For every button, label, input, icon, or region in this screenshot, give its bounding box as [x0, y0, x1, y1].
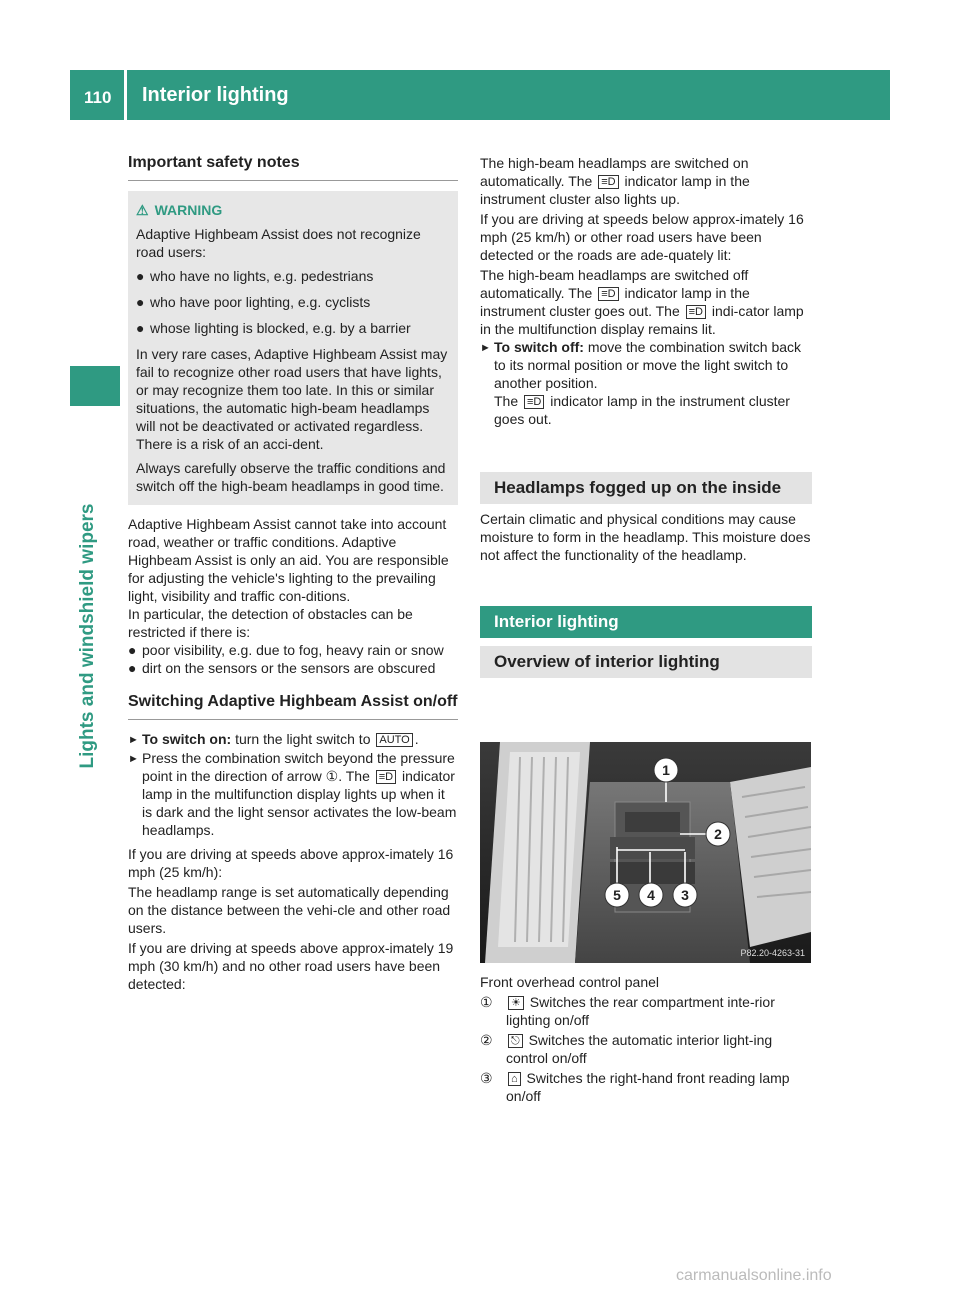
left-column [128, 154, 458, 993]
list-item: ● whose lighting is blocked, e.g. by a barrier [136, 320, 411, 336]
highbeam-assist-icon: ≡D [686, 305, 706, 319]
highbeam-assist-icon: ≡D [524, 395, 544, 409]
bullet-icon: ● [128, 642, 137, 658]
step-arrow-icon: ► [128, 734, 139, 746]
header-divider [124, 70, 127, 120]
callout-2-label: 2 [714, 826, 722, 842]
overview-heading: Overview of interior lighting [480, 646, 812, 678]
warning-title: ⚠ WARNING [136, 202, 223, 218]
warning-para: In very rare cases, Adaptive Highbeam Assist may fail to recognize other road users that have lights, or may recognize them too late. In this or similar situations, the automatic high-beam headlamps will not be deactivated or activated regardless. There is a risk of an acci-dent. [136, 346, 448, 452]
legend-number: ① [480, 994, 493, 1010]
step-arrow-icon: ► [128, 753, 139, 765]
step-switch-on: ► To switch on: turn the light switch to AUTO . [128, 731, 419, 747]
callout-5-label: 5 [613, 887, 621, 903]
list-item: ● dirt on the sensors or the sensors are obscured [128, 660, 436, 676]
list-item: ● who have poor lighting, e.g. cyclists [136, 294, 371, 310]
legend-item: ① ☀ Switches the rear compartment inte-rior lighting on/off [480, 994, 775, 1028]
photo-caption: Front overhead control panel [480, 974, 659, 990]
chapter-label: Lights and windshield wipers [77, 503, 98, 769]
highbeam-assist-icon: ≡D [376, 770, 396, 784]
watermark: carmanualsonline.info [676, 1267, 832, 1284]
paragraph: If you are driving at speeds above approx-imately 19 mph (30 km/h) and no other road users have been detected: [128, 940, 454, 992]
callout-4-label: 4 [647, 887, 655, 903]
bullet-icon: ● [136, 268, 145, 284]
right-column: The high-beam headlamps are switched on automatically. The ≡D indicator lamp in the instrument cluster also lights up. If you are driving at speeds below approx-imately 16 mph (25 km/h) or other road users have been detected or the roads are ade-quately lit: The high-beam headlamps are switched off automatically. The ≡D indicator lamp in the instrument cluster goes out. The ≡D indi-cator lamp in the multifunction display remains lit. ► To switch off: move the combination switch back to its normal position or move the light switch to another position. The ≡D indicator lamp in the instrument cluster goes out. Headlamps fogged up on the inside Certain climatic and physical conditions may cause moisture to form in the headlamp. This moisture does not affect the functionality of the headlamp. Interior lighting Overview of interior lighting [480, 154, 812, 678]
list-item: ● who have no lights, e.g. pedestrians [136, 268, 374, 284]
paragraph: Certain climatic and physical conditions may cause moisture to form in the headlamp. This moisture does not affect the functionality of the headlamp. [480, 511, 811, 563]
bullet-icon: ● [136, 294, 145, 310]
rear-lighting-icon: ☀ [508, 996, 524, 1010]
auto-interior-lighting-icon: ⎋ [508, 1034, 523, 1048]
warning-para: Always carefully observe the traffic conditions and switch off the high-beam headlamps in good time. [136, 460, 446, 494]
step-switch-off: ► To switch off: move the combination switch back to its normal position or move the light switch to another position. The ≡D indicator lamp in the instrument cluster goes out. [480, 339, 802, 427]
overhead-panel-photo [480, 742, 811, 963]
highbeam-icon: ≡D [598, 175, 618, 189]
bullet-icon: ● [128, 660, 137, 676]
page-title: Interior lighting [142, 84, 289, 106]
callout-3-label: 3 [681, 887, 689, 903]
warning-intro: Adaptive Highbeam Assist does not recognize road users: [136, 226, 421, 260]
paragraph: In particular, the detection of obstacles can be restricted if there is: [128, 606, 413, 640]
reading-lamp-icon: ⌂ [508, 1072, 521, 1086]
interior-heading: Interior lighting [480, 606, 812, 638]
circled-one-icon: ① [325, 768, 339, 784]
legend-number: ③ [480, 1070, 493, 1086]
paragraph: If you are driving at speeds above approx-imately 16 mph (25 km/h): [128, 846, 454, 880]
warning-box [128, 191, 458, 505]
divider [128, 180, 458, 181]
list-item: ● poor visibility, e.g. due to fog, heavy rain or snow [128, 642, 444, 658]
step-arrow-icon: ► [480, 342, 491, 354]
page-number: 110 [84, 88, 112, 107]
step-press-switch: ► Press the combination switch beyond the pressure point in the direction of arrow ①. The ≡D indicator lamp in the multifunction display lights up when it is dark and the light sensor activates the low-beam headlamps. [128, 750, 457, 838]
warning-triangle-icon: ⚠ [136, 202, 149, 218]
paragraph: If you are driving at speeds below approx-imately 16 mph (25 km/h) or other road users have been detected or the roads are ade-quately lit: [480, 211, 804, 263]
paragraph: The headlamp range is set automatically depending on the distance between the vehi-cle and other road users. [128, 884, 451, 936]
safety-heading: Important safety notes [128, 154, 300, 171]
legend-number: ② [480, 1032, 493, 1048]
callout-1-label: 1 [662, 762, 670, 778]
fog-heading: Headlamps fogged up on the inside [480, 472, 812, 504]
switch-heading: Switching Adaptive Highbeam Assist on/off [128, 693, 458, 710]
photo-code: P82.20-4263-31 [740, 948, 805, 958]
legend-item: ② ⎋ Switches the automatic interior light-ing control on/off [480, 1032, 773, 1066]
legend-item: ③ ⌂ Switches the right-hand front reading lamp on/off [480, 1070, 790, 1104]
highbeam-icon: ≡D [598, 287, 618, 301]
bullet-icon: ● [136, 320, 145, 336]
divider [128, 719, 458, 720]
paragraph: Adaptive Highbeam Assist cannot take into account road, weather or traffic conditions. Adaptive Highbeam Assist is only an aid. You are responsible for adjusting the vehicle's lighting to the prevailing light, visibility and traffic con-ditions. [128, 516, 449, 604]
photo-illustration [480, 742, 811, 963]
legend-block [480, 973, 812, 1105]
chapter-tab [70, 366, 120, 406]
auto-symbol-icon: AUTO [376, 733, 412, 747]
